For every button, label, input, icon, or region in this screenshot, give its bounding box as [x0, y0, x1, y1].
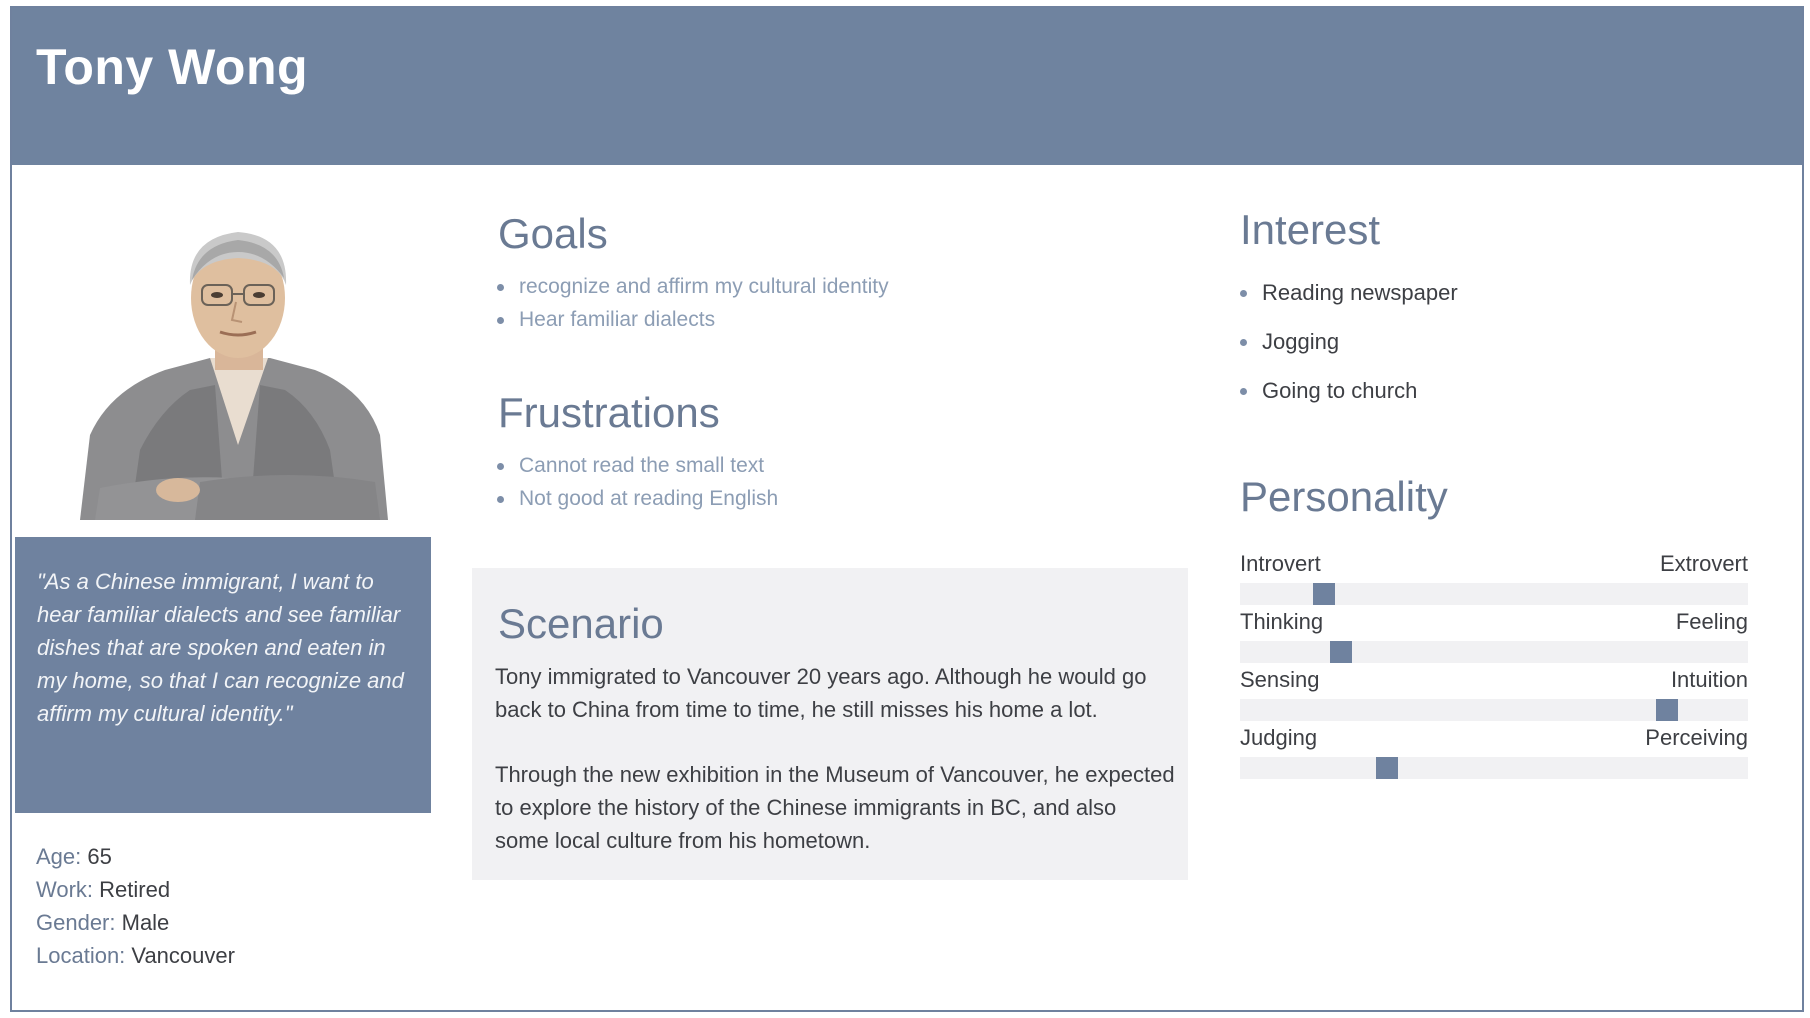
interest-item: Reading newspaper: [1237, 268, 1458, 317]
frustration-item: Not good at reading English: [494, 482, 778, 515]
interest-heading: Interest: [1240, 206, 1381, 253]
trait-right-label: Extrovert: [1659, 551, 1748, 576]
trait-track: [1240, 699, 1748, 721]
trait-left-label: Judging: [1240, 725, 1318, 750]
demographic-age: Age: 65: [36, 844, 112, 869]
frustrations-heading: Frustrations: [498, 389, 720, 436]
goal-item: recognize and affirm my cultural identity: [494, 270, 889, 303]
trait-right-label: Perceiving: [1645, 725, 1748, 750]
scenario-panel: [472, 568, 1188, 880]
trait-left-label: Thinking: [1240, 609, 1324, 634]
trait-marker: [1313, 583, 1335, 605]
scenario-paragraph: Through the new exhibition in the Museum of Vancouver, he expected to explore the history of the Chinese immigrants in BC, and also some local culture from his hometown.: [495, 762, 1175, 853]
header-banner: [12, 8, 1802, 165]
trait-right-label: Intuition: [1670, 667, 1748, 692]
demographic-gender: Gender: Male: [36, 910, 170, 935]
persona-quote: "As a Chinese immigrant, I want to hear familiar dialects and see familiar dishes that are spoken and eaten in my home, so that I can recognize and affirm my cultural identity.": [37, 569, 404, 726]
trait-left-label: Introvert: [1240, 551, 1321, 576]
demographics: [36, 840, 235, 972]
frustration-item: Cannot read the small text: [494, 449, 778, 482]
demographic-work: Work: Retired: [36, 877, 171, 902]
persona-name: Tony Wong: [36, 39, 309, 95]
persona-photo: [70, 220, 400, 520]
trait-marker: [1330, 641, 1352, 663]
demographic-location: Location: Vancouver: [36, 943, 235, 968]
trait-right-label: Feeling: [1675, 609, 1748, 634]
trait-marker: [1376, 757, 1398, 779]
frustrations-list: [494, 449, 778, 515]
trait-marker: [1656, 699, 1678, 721]
trait-track: [1240, 641, 1748, 663]
trait-track: [1240, 757, 1748, 779]
interest-item: Going to church: [1237, 366, 1458, 415]
trait-left-label: Sensing: [1240, 667, 1320, 692]
trait-introvert-extrovert: [1240, 551, 1748, 609]
interest-list: [1237, 268, 1458, 415]
interest-item: Jogging: [1237, 317, 1458, 366]
personality-heading: Personality: [1240, 473, 1448, 520]
goals-list: [494, 270, 889, 336]
goal-item: Hear familiar dialects: [494, 303, 889, 336]
trait-sensing-intuition: [1240, 667, 1748, 725]
trait-thinking-feeling: [1240, 609, 1748, 667]
scenario-paragraph: Tony immigrated to Vancouver 20 years ago. Although he would go back to China from time to time, he still misses his home a lot.: [495, 664, 1147, 722]
trait-judging-perceiving: [1240, 725, 1748, 783]
goals-heading: Goals: [498, 210, 608, 257]
scenario-heading: Scenario: [498, 600, 664, 647]
trait-track: [1240, 583, 1748, 605]
quote-box: [15, 537, 431, 813]
